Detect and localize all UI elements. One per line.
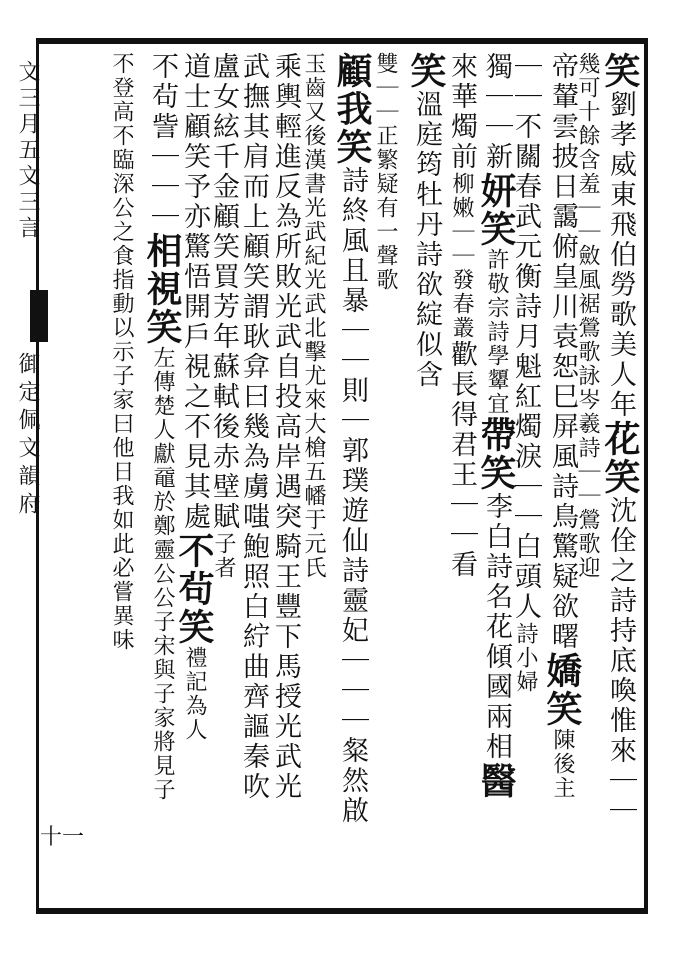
text-segment: 柳嫩｜｜發春叢 — [449, 172, 474, 340]
text-segment: 鶯歌詠岑羲詩｜｜鶯歌迎 — [575, 316, 600, 580]
text-segment: 乘輿輕進反為所敗光武自投高岸遇突騎王豐下馬授光武光 — [270, 52, 301, 802]
text-column — [108, 52, 134, 902]
text-segment: 詩終風且暴｜｜則｜郭璞遊仙詩靈妃｜｜｜粲然啟 — [337, 166, 368, 826]
text-segment: 許敬宗詩學顰宜 — [484, 248, 509, 416]
text-segment: 李白詩名花傾國兩相 — [481, 492, 512, 762]
text-segment: 玉齒又後漢書光武紀光武北擊尤來大槍五幡于元氏 — [301, 52, 326, 580]
text-segment: 公之食指動以示子家曰他日我如此必嘗異味 — [109, 196, 134, 652]
edge-header-text: 文三月五文三言 — [15, 60, 40, 242]
text-column — [404, 52, 448, 902]
fishtail-marker — [30, 290, 48, 342]
right-border — [644, 38, 648, 914]
text-segment: 不茍訾｜｜｜ — [147, 52, 178, 232]
headword: 嬌笑 — [541, 652, 583, 728]
text-segment: 歡長得君王｜｜看 — [446, 340, 477, 580]
text-segment: 左傳楚人獻黿於鄭靈公公子宋與子家將見子 — [150, 346, 175, 802]
headword: 笑 — [599, 52, 641, 90]
headword: 花笑 — [599, 420, 641, 496]
text-column — [236, 52, 270, 902]
text-segment: 不登高不臨深 — [109, 52, 134, 196]
text-segment: 溫庭筠牡丹詩欲綻似含 — [411, 90, 442, 390]
text-column — [540, 52, 584, 902]
text-segment: 沈佺之詩持底喚惟來｜｜ — [605, 496, 636, 826]
top-border — [36, 38, 648, 44]
text-column — [372, 52, 398, 902]
text-segment: 幾可十餘含羞｜｜斂風裾 — [575, 52, 600, 316]
text-segment: 詩小婦 — [513, 622, 538, 694]
book-title: 御定佩文韻府 — [15, 352, 40, 520]
headword: 帶笑 — [475, 416, 517, 492]
text-segment: 劉孝威東飛伯勞歌美人年 — [605, 90, 636, 420]
headword: 笑 — [405, 52, 447, 90]
text-segment: 獨｜｜新 — [481, 52, 512, 172]
text-segment: 帝輦雲披日靄俯皇川袁恕巳屏風詩鳥驚疑欲曙 — [547, 52, 578, 652]
headword: 顧我笑 — [331, 52, 373, 166]
text-column — [140, 52, 184, 902]
text-column — [300, 52, 326, 902]
headword: 相視笑 — [141, 232, 183, 346]
text-column — [444, 52, 478, 902]
headword: 妍笑 — [475, 172, 517, 248]
bottom-border — [36, 908, 648, 914]
text-column — [474, 52, 518, 902]
page-number: 十一 — [40, 825, 85, 850]
text-column — [330, 52, 374, 902]
text-segment: 子者 — [211, 532, 236, 580]
text-segment: 禮記為人 — [182, 646, 207, 742]
text-segment: 武撫其肩而上顧笑謂耿弇曰幾為虜嗤鮑照白紵曲齊謳秦吹 — [238, 52, 269, 802]
headword: 醫 — [475, 762, 517, 800]
text-segment: ｜｜不關春武元衡詩月魁紅燭淚｜｜白頭人 — [510, 52, 541, 622]
headword: 不茍笑 — [173, 532, 215, 646]
text-segment: 盧女絃千金顧笑買芳年蘇軾後赤壁賦 — [208, 52, 239, 532]
text-column — [268, 52, 302, 902]
text-column — [598, 52, 642, 902]
text-segment: 雙｜｜正繁疑有一聲歌 — [373, 52, 398, 292]
text-segment: 陳後主 — [550, 728, 575, 800]
text-segment: 道士顧笑予亦驚悟開戶視之不見其處 — [179, 52, 210, 532]
text-segment: 來華燭前 — [446, 52, 477, 172]
